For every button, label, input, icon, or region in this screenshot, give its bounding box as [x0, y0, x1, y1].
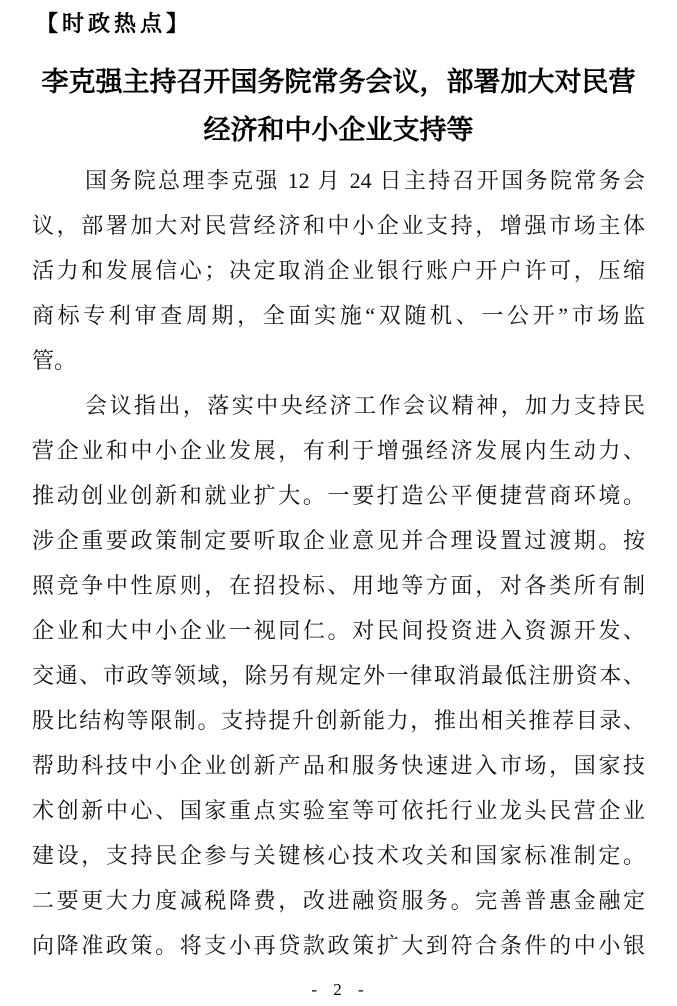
article-title-line-2: 经济和中小企业支持等	[203, 115, 474, 145]
text-line: 会议指出，落实中央经济工作会议精神，加力支持民	[85, 393, 645, 418]
text-line: 营企业和中小企业发展，有利于增强经济发展内生动力、	[32, 438, 645, 463]
text-line: 术创新中心、国家重点实验室等可依托行业龙头民营企业	[32, 798, 645, 823]
paragraph-2	[32, 383, 645, 968]
text-line: 向降准政策。将支小再贷款政策扩大到符合条件的中小银	[32, 933, 645, 958]
text-line: 国务院总理李克强 12 月 24 日主持召开国务院常务会	[85, 168, 645, 193]
paragraph-1	[32, 158, 645, 383]
text-line: 照竞争中性原则，在招投标、用地等方面，对各类所有制	[32, 573, 645, 598]
text-line: 议，部署加大对民营经济和中小企业支持，增强市场主体	[32, 213, 645, 238]
text-line: 交通、市政等领域，除另有规定外一律取消最低注册资本、	[32, 663, 645, 688]
text-line: 活力和发展信心；决定取消企业银行账户开户许可，压缩	[32, 258, 645, 283]
text-line: 帮助科技中小企业创新产品和服务快速进入市场，国家技	[32, 753, 645, 778]
text-line: 涉企重要政策制定要听取企业意见并合理设置过渡期。按	[32, 528, 645, 553]
text-line: 企业和大中小企业一视同仁。对民间投资进入资源开发、	[32, 618, 645, 643]
text-line: 推动创业创新和就业扩大。一要打造公平便捷营商环境。	[32, 483, 645, 508]
section-tag: 【时政热点】	[36, 11, 193, 36]
article-title-line-1: 李克强主持召开国务院常务会议，部署加大对民营	[41, 67, 636, 97]
text-line: 建设，支持民企参与关键核心技术攻关和国家标准制定。	[32, 843, 645, 868]
page-number: - 2 -	[311, 980, 366, 999]
article-title	[30, 58, 647, 154]
text-line: 二要更大力度减税降费，改进融资服务。完善普惠金融定	[32, 888, 645, 913]
text-line: 商标专利审查周期，全面实施“双随机、一公开”市场监	[32, 303, 645, 328]
text-line: 管。	[32, 348, 77, 373]
article-body	[32, 158, 645, 968]
text-line: 股比结构等限制。支持提升创新能力，推出相关推荐目录、	[32, 708, 645, 733]
